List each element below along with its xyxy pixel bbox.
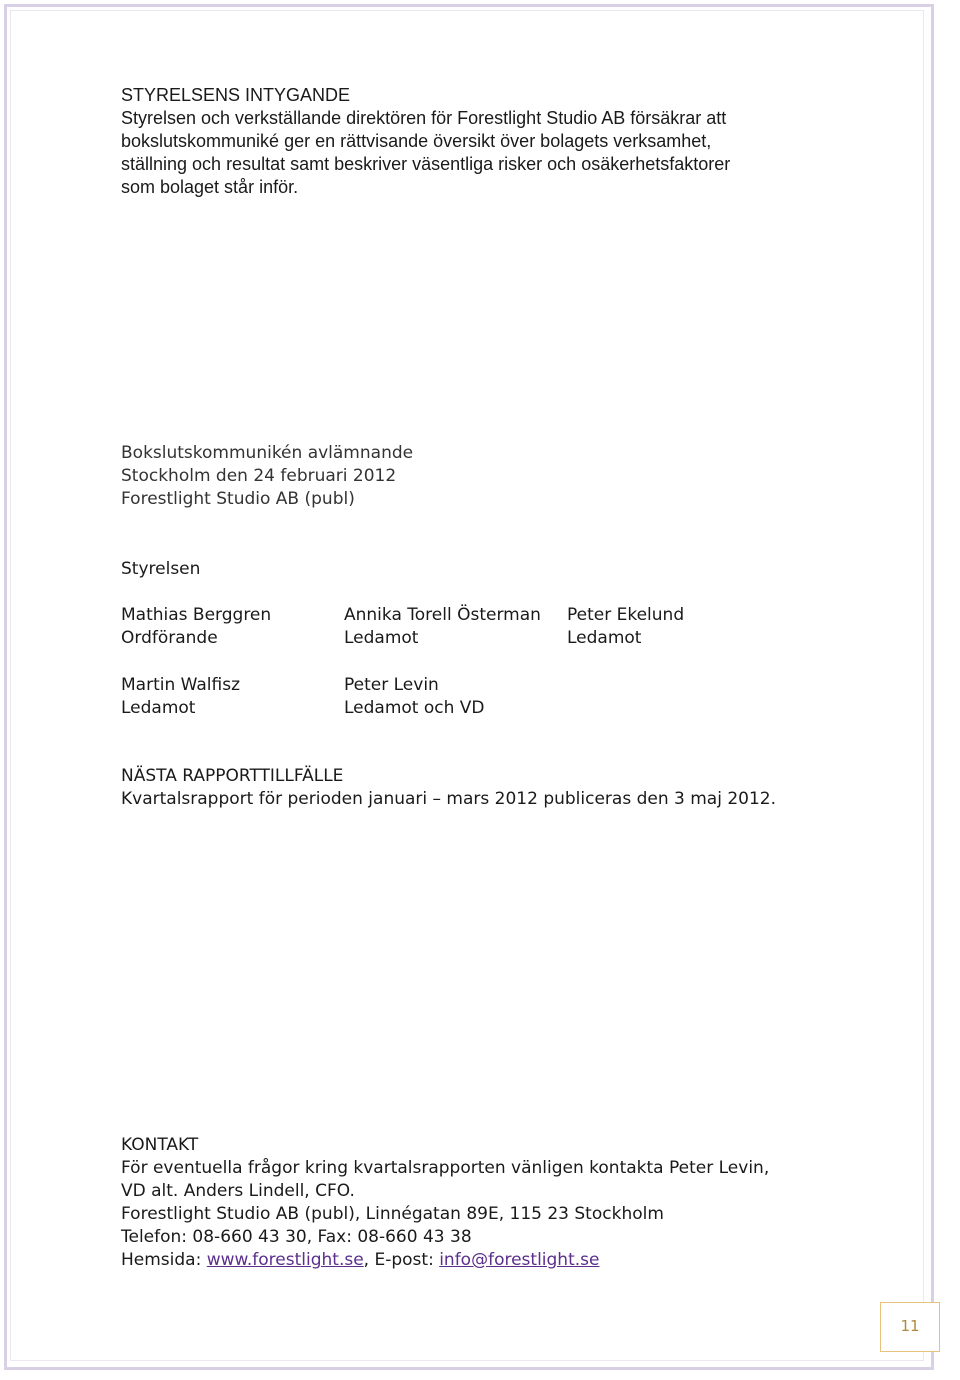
- board-heading: Styrelsen: [121, 559, 201, 579]
- board-statement-heading: STYRELSENS INTYGANDE: [121, 85, 351, 105]
- board-member: [344, 604, 541, 650]
- board-statement-line: bokslutskommuniké ger en rättvisande översikt över bolagets verksamhet,: [121, 131, 712, 151]
- member-name: Mathias Berggren: [121, 605, 272, 625]
- member-role: Ledamot: [344, 628, 419, 648]
- board-statement-line: ställning och resultat samt beskriver väsentliga risker och osäkerhetsfaktorer: [121, 154, 731, 174]
- email-label: , E-post:: [363, 1250, 440, 1270]
- board-statement: [121, 84, 730, 199]
- next-report-text: Kvartalsrapport för perioden januari – mars 2012 publiceras den 3 maj 2012.: [121, 789, 777, 809]
- member-role: Ledamot: [567, 628, 642, 648]
- page-number: 11: [880, 1302, 940, 1352]
- contact-phone: Telefon: 08-660 43 30, Fax: 08-660 43 38: [121, 1227, 472, 1247]
- member-role: Ordförande: [121, 628, 218, 648]
- board-member: [121, 604, 271, 650]
- submission-line: Stockholm den 24 februari 2012: [121, 466, 397, 486]
- submission-info: [121, 442, 413, 511]
- website-label: Hemsida:: [121, 1250, 207, 1270]
- contact-heading: KONTAKT: [121, 1135, 199, 1155]
- member-name: Martin Walfisz: [121, 675, 240, 695]
- board-statement-line: Styrelsen och verkställande direktören för Forestlight Studio AB försäkrar att: [121, 108, 727, 128]
- board-member: [121, 674, 240, 720]
- board-member: [567, 604, 684, 650]
- next-report-heading: NÄSTA RAPPORTTILLFÄLLE: [121, 766, 344, 786]
- contact-line: För eventuella frågor kring kvartalsrapporten vänligen kontakta Peter Levin,: [121, 1158, 770, 1178]
- website-link[interactable]: www.forestlight.se: [206, 1250, 364, 1270]
- board-member: [344, 674, 485, 720]
- submission-line: Bokslutskommunikén avlämnande: [121, 443, 414, 463]
- member-name: Peter Ekelund: [567, 605, 685, 625]
- email-link[interactable]: info@forestlight.se: [439, 1250, 600, 1270]
- submission-line: Forestlight Studio AB (publ): [121, 489, 355, 509]
- board-statement-line: som bolaget står inför.: [121, 177, 299, 197]
- member-role: Ledamot och VD: [344, 698, 485, 718]
- member-name: Annika Torell Österman: [344, 605, 541, 625]
- contact: [121, 1134, 769, 1272]
- contact-web-email: [121, 1249, 769, 1272]
- member-name: Peter Levin: [344, 675, 439, 695]
- member-role: Ledamot: [121, 698, 196, 718]
- board-heading-block: [121, 558, 200, 581]
- contact-line: VD alt. Anders Lindell, CFO.: [121, 1181, 355, 1201]
- contact-address: Forestlight Studio AB (publ), Linnégatan 89E, 115 23 Stockholm: [121, 1204, 664, 1224]
- next-report: [121, 765, 776, 811]
